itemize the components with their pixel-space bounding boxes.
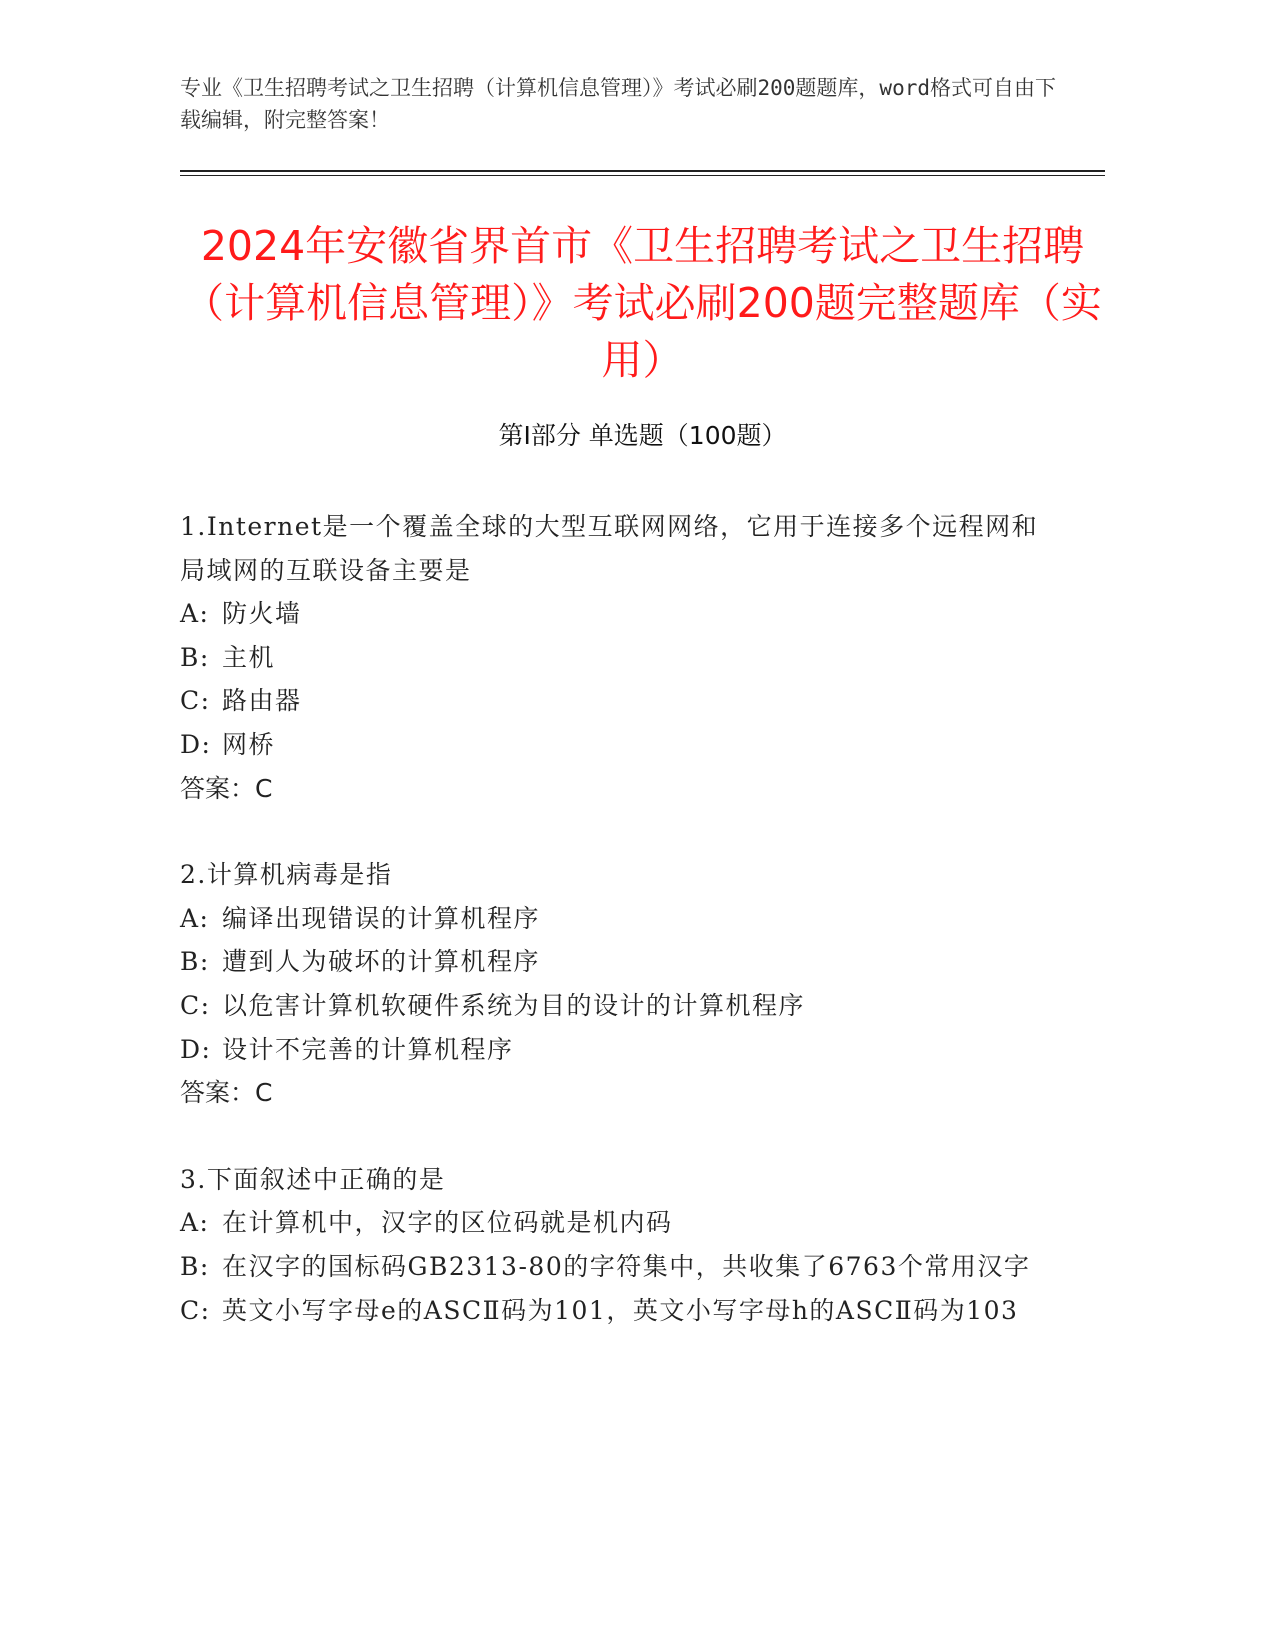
- option-key: A:: [180, 599, 210, 629]
- header-divider-thin: [180, 175, 1105, 176]
- answer-line: 答案：C: [180, 1078, 273, 1108]
- option-d: [180, 723, 1040, 767]
- option-text: 主机: [222, 642, 276, 672]
- option-text: 遭到人为破坏的计算机程序: [222, 947, 541, 977]
- option-text: 网桥: [222, 729, 276, 759]
- option-a: [180, 1201, 1040, 1245]
- option-text: 英文小写字母e的ASCⅡ码为101，英文小写字母h的ASCⅡ码为103: [222, 1295, 1019, 1325]
- option-text: 以危害计算机软硬件系统为目的设计的计算机程序: [222, 990, 806, 1020]
- option-key: A:: [180, 903, 210, 933]
- question-3: [180, 1158, 1040, 1332]
- option-b: [180, 1245, 1040, 1289]
- option-c: [180, 679, 1040, 723]
- option-a: [180, 897, 1040, 941]
- answer-line: 答案：C: [180, 773, 273, 803]
- option-key: C:: [180, 1295, 211, 1325]
- option-d: [180, 1028, 1040, 1072]
- document-title: 2024年安徽省界首市《卫生招聘考试之卫生招聘（计算机信息管理）》考试必刷200题完整题库（实用）: [183, 222, 1102, 384]
- option-key: B:: [180, 642, 210, 672]
- question-text: 1.Internet是一个覆盖全球的大型互联网网络，它用于连接多个远程网和局域网的互联设备主要是: [180, 512, 1039, 585]
- option-key: D:: [180, 729, 212, 759]
- option-key: C:: [180, 990, 211, 1020]
- option-a: [180, 592, 1040, 636]
- option-b: [180, 636, 1040, 680]
- question-1: [180, 505, 1040, 810]
- question-list: [180, 505, 1040, 1375]
- option-text: 在汉字的国标码GB2313-80的字符集中，共收集了6763个常用汉字: [222, 1251, 1031, 1281]
- question-text: 3.下面叙述中正确的是: [180, 1164, 446, 1194]
- question-text: 2.计算机病毒是指: [180, 860, 393, 890]
- option-key: D:: [180, 1034, 212, 1064]
- option-text: 在计算机中，汉字的区位码就是机内码: [222, 1208, 673, 1238]
- header-divider: [180, 170, 1105, 172]
- option-text: 设计不完善的计算机程序: [222, 1034, 514, 1064]
- option-text: 防火墙: [222, 599, 302, 629]
- option-key: B:: [180, 1251, 210, 1281]
- question-2: [180, 853, 1040, 1115]
- option-c: [180, 1289, 1040, 1333]
- option-c: [180, 984, 1040, 1028]
- option-text: 路由器: [222, 686, 302, 716]
- option-text: 编译出现错误的计算机程序: [222, 903, 541, 933]
- option-b: [180, 940, 1040, 984]
- option-key: C:: [180, 686, 211, 716]
- option-key: B:: [180, 947, 210, 977]
- option-key: A:: [180, 1208, 210, 1238]
- header-note: 专业《卫生招聘考试之卫生招聘（计算机信息管理）》考试必刷200题题库，word格式可自由下载编辑，附完整答案！: [180, 76, 1056, 132]
- section-heading: 第Ⅰ部分 单选题（100题）: [498, 421, 787, 450]
